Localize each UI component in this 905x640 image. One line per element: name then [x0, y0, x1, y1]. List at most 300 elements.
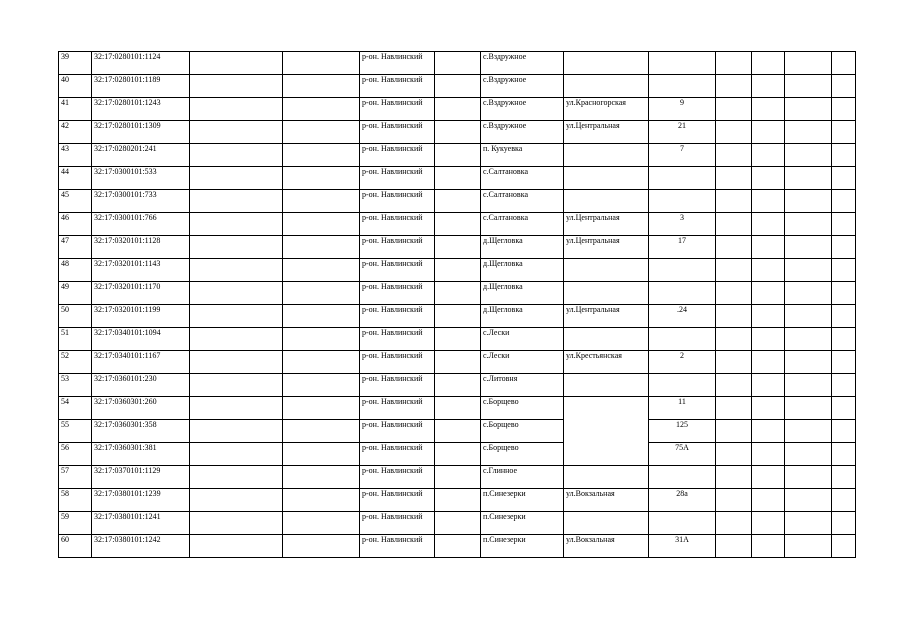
district-cell: р-он. Навлинский: [360, 121, 435, 144]
empty-cell: [716, 98, 752, 121]
district-cell: р-он. Навлинский: [360, 98, 435, 121]
empty-cell: [716, 190, 752, 213]
cadastral-number: 32:17:0370101:1129: [92, 466, 190, 489]
empty-cell: [435, 374, 481, 397]
cadastral-number: 32:17:0300101:766: [92, 213, 190, 236]
row-number: 46: [59, 213, 92, 236]
house-cell: 21: [649, 121, 716, 144]
district-cell: р-он. Навлинский: [360, 282, 435, 305]
cadastral-number: 32:17:0280201:241: [92, 144, 190, 167]
locality-cell: п. Кукуевка: [481, 144, 564, 167]
empty-cell: [785, 443, 832, 466]
table-row: [59, 213, 856, 236]
table-row: [59, 443, 856, 466]
table-row: [59, 512, 856, 535]
locality-cell: д.Щегловка: [481, 259, 564, 282]
empty-cell: [435, 75, 481, 98]
house-cell: .24: [649, 305, 716, 328]
empty-cell: [752, 52, 785, 75]
table-row: [59, 535, 856, 558]
empty-cell: [785, 512, 832, 535]
empty-cell: [283, 374, 360, 397]
empty-cell: [190, 374, 283, 397]
empty-cell: [283, 535, 360, 558]
row-number: 43: [59, 144, 92, 167]
district-cell: р-он. Навлинский: [360, 75, 435, 98]
table-row: [59, 98, 856, 121]
empty-cell: [435, 535, 481, 558]
street-cell: [564, 52, 649, 75]
table-row: [59, 489, 856, 512]
locality-cell: д.Щегловка: [481, 305, 564, 328]
row-number: 41: [59, 98, 92, 121]
cadastral-number: 32:17:0320101:1143: [92, 259, 190, 282]
cadastral-number: 32:17:0280101:1124: [92, 52, 190, 75]
house-cell: [649, 374, 716, 397]
street-cell: [564, 190, 649, 213]
district-cell: р-он. Навлинский: [360, 144, 435, 167]
empty-cell: [832, 167, 856, 190]
street-cell: [564, 144, 649, 167]
empty-cell: [435, 121, 481, 144]
empty-cell: [716, 121, 752, 144]
empty-cell: [785, 167, 832, 190]
row-number: 58: [59, 489, 92, 512]
empty-cell: [190, 236, 283, 259]
empty-cell: [716, 397, 752, 420]
street-cell: [564, 397, 649, 420]
empty-cell: [190, 489, 283, 512]
house-cell: [649, 167, 716, 190]
row-number: 59: [59, 512, 92, 535]
table-row: [59, 397, 856, 420]
row-number: 57: [59, 466, 92, 489]
empty-cell: [785, 328, 832, 351]
house-cell: 28а: [649, 489, 716, 512]
cadastral-number: 32:17:0380101:1239: [92, 489, 190, 512]
empty-cell: [435, 98, 481, 121]
district-cell: р-он. Навлинский: [360, 328, 435, 351]
empty-cell: [435, 144, 481, 167]
empty-cell: [435, 489, 481, 512]
empty-cell: [435, 236, 481, 259]
empty-cell: [716, 489, 752, 512]
empty-cell: [283, 489, 360, 512]
locality-cell: с.Вздружное: [481, 52, 564, 75]
table-row: [59, 144, 856, 167]
empty-cell: [190, 351, 283, 374]
empty-cell: [283, 305, 360, 328]
empty-cell: [190, 420, 283, 443]
empty-cell: [832, 443, 856, 466]
locality-cell: с.Борщево: [481, 420, 564, 443]
empty-cell: [832, 374, 856, 397]
house-cell: [649, 512, 716, 535]
empty-cell: [716, 213, 752, 236]
street-cell: [564, 328, 649, 351]
empty-cell: [832, 213, 856, 236]
cadastral-number: 32:17:0340101:1167: [92, 351, 190, 374]
empty-cell: [283, 328, 360, 351]
empty-cell: [435, 397, 481, 420]
cadastral-number: 32:17:0380101:1241: [92, 512, 190, 535]
empty-cell: [785, 305, 832, 328]
locality-cell: д.Щегловка: [481, 282, 564, 305]
row-number: 56: [59, 443, 92, 466]
empty-cell: [832, 121, 856, 144]
empty-cell: [832, 420, 856, 443]
house-cell: 75А: [649, 443, 716, 466]
district-cell: р-он. Навлинский: [360, 190, 435, 213]
locality-cell: п.Синезерки: [481, 512, 564, 535]
empty-cell: [716, 144, 752, 167]
empty-cell: [283, 167, 360, 190]
empty-cell: [752, 397, 785, 420]
empty-cell: [785, 121, 832, 144]
empty-cell: [752, 75, 785, 98]
row-number: 60: [59, 535, 92, 558]
empty-cell: [283, 282, 360, 305]
empty-cell: [435, 466, 481, 489]
table-row: [59, 236, 856, 259]
empty-cell: [832, 466, 856, 489]
empty-cell: [832, 144, 856, 167]
empty-cell: [716, 236, 752, 259]
empty-cell: [785, 420, 832, 443]
row-number: 55: [59, 420, 92, 443]
empty-cell: [716, 443, 752, 466]
empty-cell: [752, 443, 785, 466]
cadastral-number: 32:17:0280101:1309: [92, 121, 190, 144]
empty-cell: [832, 236, 856, 259]
empty-cell: [283, 512, 360, 535]
row-number: 40: [59, 75, 92, 98]
locality-cell: с.Глинное: [481, 466, 564, 489]
empty-cell: [752, 121, 785, 144]
empty-cell: [832, 75, 856, 98]
locality-cell: с.Литовня: [481, 374, 564, 397]
empty-cell: [283, 121, 360, 144]
empty-cell: [832, 259, 856, 282]
district-cell: р-он. Навлинский: [360, 167, 435, 190]
district-cell: р-он. Навлинский: [360, 374, 435, 397]
table-row: [59, 328, 856, 351]
locality-cell: д.Щегловка: [481, 236, 564, 259]
empty-cell: [435, 351, 481, 374]
empty-cell: [190, 144, 283, 167]
registry-body: [59, 52, 856, 558]
district-cell: р-он. Навлинский: [360, 305, 435, 328]
street-cell: [564, 420, 649, 443]
empty-cell: [190, 466, 283, 489]
locality-cell: с.Вздружное: [481, 121, 564, 144]
empty-cell: [283, 236, 360, 259]
empty-cell: [832, 190, 856, 213]
empty-cell: [190, 305, 283, 328]
table-row: [59, 75, 856, 98]
locality-cell: с.Салтановка: [481, 167, 564, 190]
row-number: 53: [59, 374, 92, 397]
street-cell: ул.Вокзальная: [564, 489, 649, 512]
empty-cell: [832, 512, 856, 535]
empty-cell: [435, 167, 481, 190]
empty-cell: [190, 259, 283, 282]
house-cell: [649, 259, 716, 282]
locality-cell: с.Лески: [481, 328, 564, 351]
empty-cell: [832, 397, 856, 420]
district-cell: р-он. Навлинский: [360, 535, 435, 558]
empty-cell: [283, 190, 360, 213]
empty-cell: [283, 420, 360, 443]
empty-cell: [435, 213, 481, 236]
empty-cell: [283, 75, 360, 98]
empty-cell: [283, 98, 360, 121]
locality-cell: с.Вздружное: [481, 98, 564, 121]
house-cell: [649, 328, 716, 351]
street-cell: ул.Крестьянская: [564, 351, 649, 374]
table-row: [59, 374, 856, 397]
district-cell: р-он. Навлинский: [360, 420, 435, 443]
empty-cell: [752, 167, 785, 190]
empty-cell: [435, 512, 481, 535]
empty-cell: [752, 98, 785, 121]
house-cell: 11: [649, 397, 716, 420]
street-cell: [564, 374, 649, 397]
empty-cell: [283, 351, 360, 374]
cadastral-number: 32:17:0320101:1128: [92, 236, 190, 259]
empty-cell: [435, 282, 481, 305]
empty-cell: [716, 535, 752, 558]
empty-cell: [752, 144, 785, 167]
row-number: 54: [59, 397, 92, 420]
empty-cell: [716, 466, 752, 489]
cadastral-number: 32:17:0380101:1242: [92, 535, 190, 558]
house-cell: 31А: [649, 535, 716, 558]
empty-cell: [190, 52, 283, 75]
street-cell: ул.Центральная: [564, 121, 649, 144]
locality-cell: с.Борщево: [481, 397, 564, 420]
empty-cell: [190, 397, 283, 420]
empty-cell: [785, 52, 832, 75]
empty-cell: [785, 466, 832, 489]
table-row: [59, 466, 856, 489]
locality-cell: с.Лески: [481, 351, 564, 374]
street-cell: ул.Вокзальная: [564, 535, 649, 558]
empty-cell: [752, 535, 785, 558]
empty-cell: [190, 443, 283, 466]
empty-cell: [785, 98, 832, 121]
empty-cell: [785, 190, 832, 213]
empty-cell: [752, 305, 785, 328]
empty-cell: [283, 144, 360, 167]
cadastral-number: 32:17:0280101:1189: [92, 75, 190, 98]
cadastral-number: 32:17:0300101:533: [92, 167, 190, 190]
district-cell: р-он. Навлинский: [360, 213, 435, 236]
locality-cell: с.Борщево: [481, 443, 564, 466]
house-cell: [649, 282, 716, 305]
empty-cell: [752, 213, 785, 236]
house-cell: [649, 190, 716, 213]
empty-cell: [716, 351, 752, 374]
locality-cell: с.Салтановка: [481, 190, 564, 213]
cadastral-number: 32:17:0360301:381: [92, 443, 190, 466]
empty-cell: [190, 535, 283, 558]
empty-cell: [283, 466, 360, 489]
empty-cell: [752, 259, 785, 282]
district-cell: р-он. Навлинский: [360, 489, 435, 512]
table-row: [59, 305, 856, 328]
empty-cell: [435, 443, 481, 466]
empty-cell: [283, 213, 360, 236]
row-number: 50: [59, 305, 92, 328]
empty-cell: [283, 397, 360, 420]
table-row: [59, 190, 856, 213]
empty-cell: [716, 259, 752, 282]
empty-cell: [752, 190, 785, 213]
empty-cell: [435, 328, 481, 351]
row-number: 47: [59, 236, 92, 259]
empty-cell: [752, 351, 785, 374]
row-number: 39: [59, 52, 92, 75]
empty-cell: [752, 282, 785, 305]
locality-cell: п.Синезерки: [481, 489, 564, 512]
empty-cell: [785, 374, 832, 397]
empty-cell: [785, 259, 832, 282]
empty-cell: [190, 190, 283, 213]
empty-cell: [435, 259, 481, 282]
row-number: 48: [59, 259, 92, 282]
house-cell: 7: [649, 144, 716, 167]
empty-cell: [716, 512, 752, 535]
house-cell: 9: [649, 98, 716, 121]
row-number: 44: [59, 167, 92, 190]
empty-cell: [785, 535, 832, 558]
district-cell: р-он. Навлинский: [360, 236, 435, 259]
empty-cell: [752, 236, 785, 259]
empty-cell: [190, 282, 283, 305]
house-cell: [649, 52, 716, 75]
empty-cell: [832, 282, 856, 305]
house-cell: [649, 75, 716, 98]
row-number: 52: [59, 351, 92, 374]
row-number: 42: [59, 121, 92, 144]
district-cell: р-он. Навлинский: [360, 259, 435, 282]
house-cell: 17: [649, 236, 716, 259]
row-number: 45: [59, 190, 92, 213]
street-cell: [564, 443, 649, 466]
empty-cell: [190, 512, 283, 535]
cadastral-number: 32:17:0280101:1243: [92, 98, 190, 121]
district-cell: р-он. Навлинский: [360, 397, 435, 420]
row-number: 49: [59, 282, 92, 305]
empty-cell: [190, 328, 283, 351]
empty-cell: [832, 328, 856, 351]
street-cell: ул.Центральная: [564, 305, 649, 328]
empty-cell: [190, 213, 283, 236]
empty-cell: [785, 236, 832, 259]
empty-cell: [832, 52, 856, 75]
row-number: 51: [59, 328, 92, 351]
table-row: [59, 420, 856, 443]
empty-cell: [190, 75, 283, 98]
empty-cell: [752, 374, 785, 397]
district-cell: р-он. Навлинский: [360, 512, 435, 535]
cadastral-number: 32:17:0360101:230: [92, 374, 190, 397]
empty-cell: [716, 167, 752, 190]
empty-cell: [716, 328, 752, 351]
district-cell: р-он. Навлинский: [360, 443, 435, 466]
empty-cell: [832, 535, 856, 558]
district-cell: р-он. Навлинский: [360, 52, 435, 75]
street-cell: ул.Центральная: [564, 213, 649, 236]
empty-cell: [716, 52, 752, 75]
empty-cell: [190, 121, 283, 144]
empty-cell: [785, 351, 832, 374]
empty-cell: [435, 420, 481, 443]
empty-cell: [785, 489, 832, 512]
empty-cell: [752, 466, 785, 489]
empty-cell: [752, 420, 785, 443]
table-row: [59, 52, 856, 75]
empty-cell: [435, 190, 481, 213]
street-cell: ул.Центральная: [564, 236, 649, 259]
street-cell: [564, 512, 649, 535]
house-cell: 2: [649, 351, 716, 374]
empty-cell: [752, 328, 785, 351]
empty-cell: [435, 305, 481, 328]
empty-cell: [785, 75, 832, 98]
empty-cell: [716, 420, 752, 443]
empty-cell: [283, 259, 360, 282]
locality-cell: с.Вздружное: [481, 75, 564, 98]
cadastral-number: 32:17:0320101:1199: [92, 305, 190, 328]
empty-cell: [832, 489, 856, 512]
locality-cell: п.Синезерки: [481, 535, 564, 558]
empty-cell: [716, 374, 752, 397]
table-row: [59, 351, 856, 374]
empty-cell: [832, 98, 856, 121]
empty-cell: [716, 305, 752, 328]
street-cell: [564, 75, 649, 98]
house-cell: 125: [649, 420, 716, 443]
street-cell: [564, 282, 649, 305]
house-cell: [649, 466, 716, 489]
empty-cell: [190, 98, 283, 121]
empty-cell: [785, 213, 832, 236]
street-cell: [564, 167, 649, 190]
empty-cell: [716, 282, 752, 305]
registry-table: [58, 51, 856, 558]
empty-cell: [283, 443, 360, 466]
empty-cell: [190, 167, 283, 190]
table-row: [59, 282, 856, 305]
cadastral-number: 32:17:0340101:1094: [92, 328, 190, 351]
empty-cell: [283, 52, 360, 75]
empty-cell: [832, 305, 856, 328]
house-cell: 3: [649, 213, 716, 236]
table-row: [59, 121, 856, 144]
table-row: [59, 259, 856, 282]
empty-cell: [785, 144, 832, 167]
empty-cell: [785, 282, 832, 305]
cadastral-number: 32:17:0300101:733: [92, 190, 190, 213]
empty-cell: [716, 75, 752, 98]
street-cell: [564, 466, 649, 489]
empty-cell: [785, 397, 832, 420]
empty-cell: [435, 52, 481, 75]
district-cell: р-он. Навлинский: [360, 466, 435, 489]
locality-cell: с.Салтановка: [481, 213, 564, 236]
